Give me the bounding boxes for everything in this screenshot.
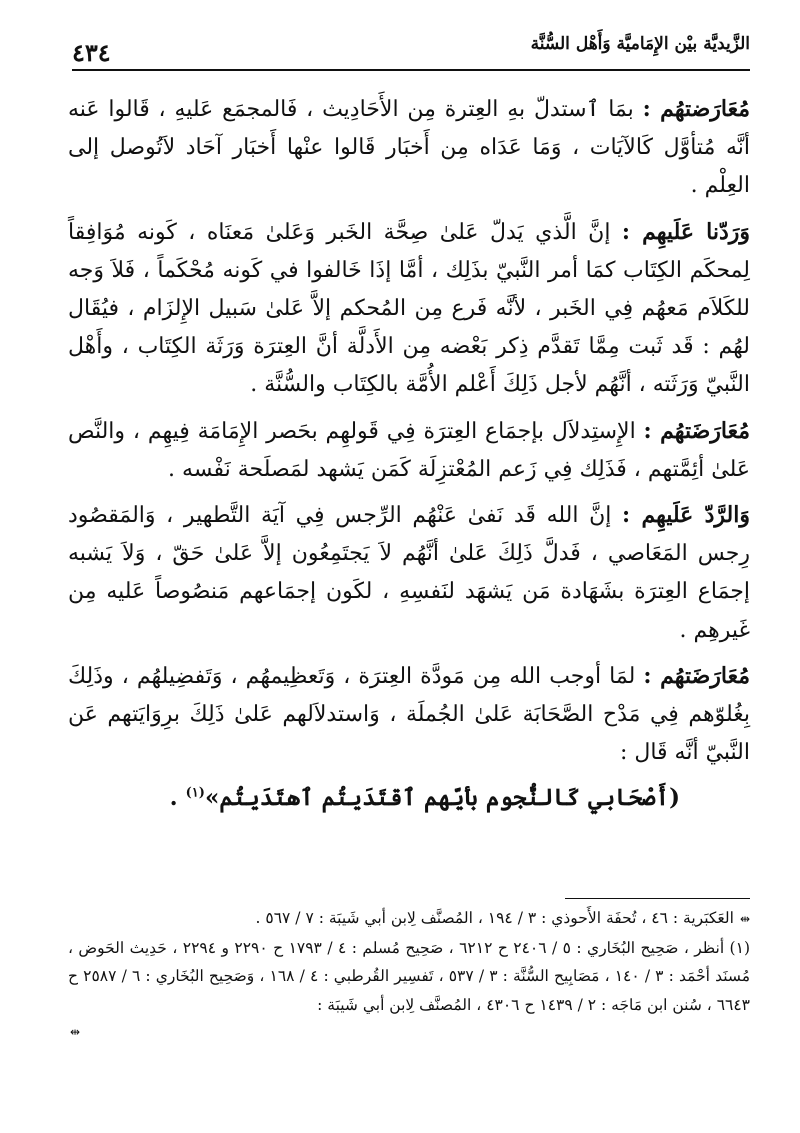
hadith-quote [68,779,750,817]
paragraph-lead: مُعَارَضَتهُم : [643,417,750,444]
quote-text: (أَصْحَابي كَالنُّجوم بأيّهم ٱقتَدَيتُم ٱهتَدَيتُم» [204,784,680,812]
running-title: الزَّيديَّة بيْن الإِمَاميَّة وَأَهْل السُّنَّة [530,34,750,54]
paragraph-lead: مُعَارَضَتهُم : [643,662,750,689]
footnote-text: (١) أنظر ، صَحِيح البُخَاري : ٥ / ٢٤٠٦ ح ٦٢١٢ ، صَحِيح مُسلم : ٤ / ١٧٩٣ ح ٢٢٩٠ و ٢٢٩٤ ، حَدِيث الحَوض ، مُسنَد أحْمَد : ٣ / ١٤٠ ، مَصَابِيح السُّنَّة : ٣ / ٥٣٧ ، تَفسِير القُرطبي : ٤ / ١٦٨ ، وَصَحِيح البُخَاري : ٦ / ٢٥٨٧ ح ٦٦٤٣ ، سُنن ابن مَاجَه : ٢ / ١٤٣٩ ح ٤٣٠٦ ، المُصنَّف لِابن أبي شَيبَة : [68,938,751,1014]
page-number: ٤٣٤ [72,38,111,67]
paragraph [68,213,750,405]
paragraph-text: إنَّ الله قَد نَفىٰ عَنْهُم الرِّجس فِي آيَة التَّطهير ، وَالمَقصُود رِجس المَعَاصي ، فَدلَّ ذَلِكَ عَلىٰ أنَّهُم لاَ يَجتَمِعُون إلاَّ عَلىٰ حَقّ ، وَلاَ يَشبه إجمَاع العِترَة بشَهَادة مَن يَشهَد لنَفسِهِ ، لكَون إجمَاعهم مَنصُوصاً عَليه مِن غَيرهِم . [68,503,750,643]
arrows-icon: ⇹ [739,912,750,926]
footnote-item [68,934,750,1020]
footnote-continuation [68,904,750,934]
footnote-divider [565,898,750,899]
paragraph-lead: مُعَارَضتهُم : [642,96,751,122]
paragraph [68,496,750,650]
paragraph-text: بمَا ٱستدلّ بهِ العِترة مِن الأَحَادِيث ، فَالمجمَع عَليهِ ، قَالوا عَنه أنَّه مُتأوَّل كَالآيَات ، وَمَا عَدَاه مِن أَخبَار قَالوا عنْها أَخبَار آحَاد لاَتُوصل إلى العِلْم . [68,97,750,199]
arrows-icon: ⇹ [70,1025,81,1039]
header-divider [72,69,750,71]
paragraph-text: إنَّ الَّذي يَدلّ عَلىٰ صِحَّة الخَبر وَعَلىٰ مَعنَاه ، كَونه مُوَافِقاً لِمحكَم الكِتَاب كمَا أمر النَّبيّ بذَلِك ، أمَّا إذَا خَالفوا في كَونه مُحْكَماً ، فَلاَ وَجه للكَلاَم مَعهُم فِي الخَبر ، لأنَّه فَرع مِن المُحكم إلاَّ عَلىٰ سَبيل الإِلزَام ، فيُقَال لهُم : قَد ثَبت مِمَّا تَقدَّم ذِكر بَعْضه مِن الأَدلَّة أنَّ العِترَة وَرَثَة الكِتَاب ، وأَهْل النَّبيّ وَرَثَته ، أنَّهُم لأجل ذَلِكَ أَعْلم الأُمَّة بالكِتَاب والسُّنَّة . [68,219,750,398]
paragraph-lead: وَرَدّنا عَلَيهِم : [621,218,750,245]
paragraph [68,657,750,773]
paragraph-lead: وَالرَّدّ عَلَيهِم : [622,502,750,529]
footnote-continuation-text: العَكبَرية : ٤٦ ، تُحفَة الأَحوذي : ٣ / ١٩٤ ، المُصنَّف لِابن أبي شَيبَة : ٧ / ٥٦٧ . [255,909,734,927]
paragraph-text: الإِستِدلاَل بإجمَاع العِترَة فِي قَولهِم بحَصر الإِمَامَة فِيهِم ، والنَّص عَلىٰ أئِمَّتهم ، فَذَلِك فِي زَعم المُعْتزِلَة كَمَن يَشهد لمَصلَحة نَفْسه . [68,418,750,482]
paragraph-text: لمَا أوجب الله مِن مَودَّة العِترَة ، وَتَعظِيمهُم ، وَتَفضِيلهُم ، وذَلِكَ بِغُلوّهم فِي مَدْح الصَّحَابَة عَلىٰ الجُملَة ، وَاستدلاَلهم عَلىٰ ذَلِكَ برِوَايَتهم عَن النَّبيّ أنَّه قَال : [68,663,750,766]
footnotes [68,904,750,1019]
main-text [68,90,750,818]
page-header [72,30,750,70]
quote-end: . [169,784,186,812]
paragraph [68,412,750,489]
paragraph [68,90,750,206]
footnote-reference[interactable]: (١) [185,785,205,801]
